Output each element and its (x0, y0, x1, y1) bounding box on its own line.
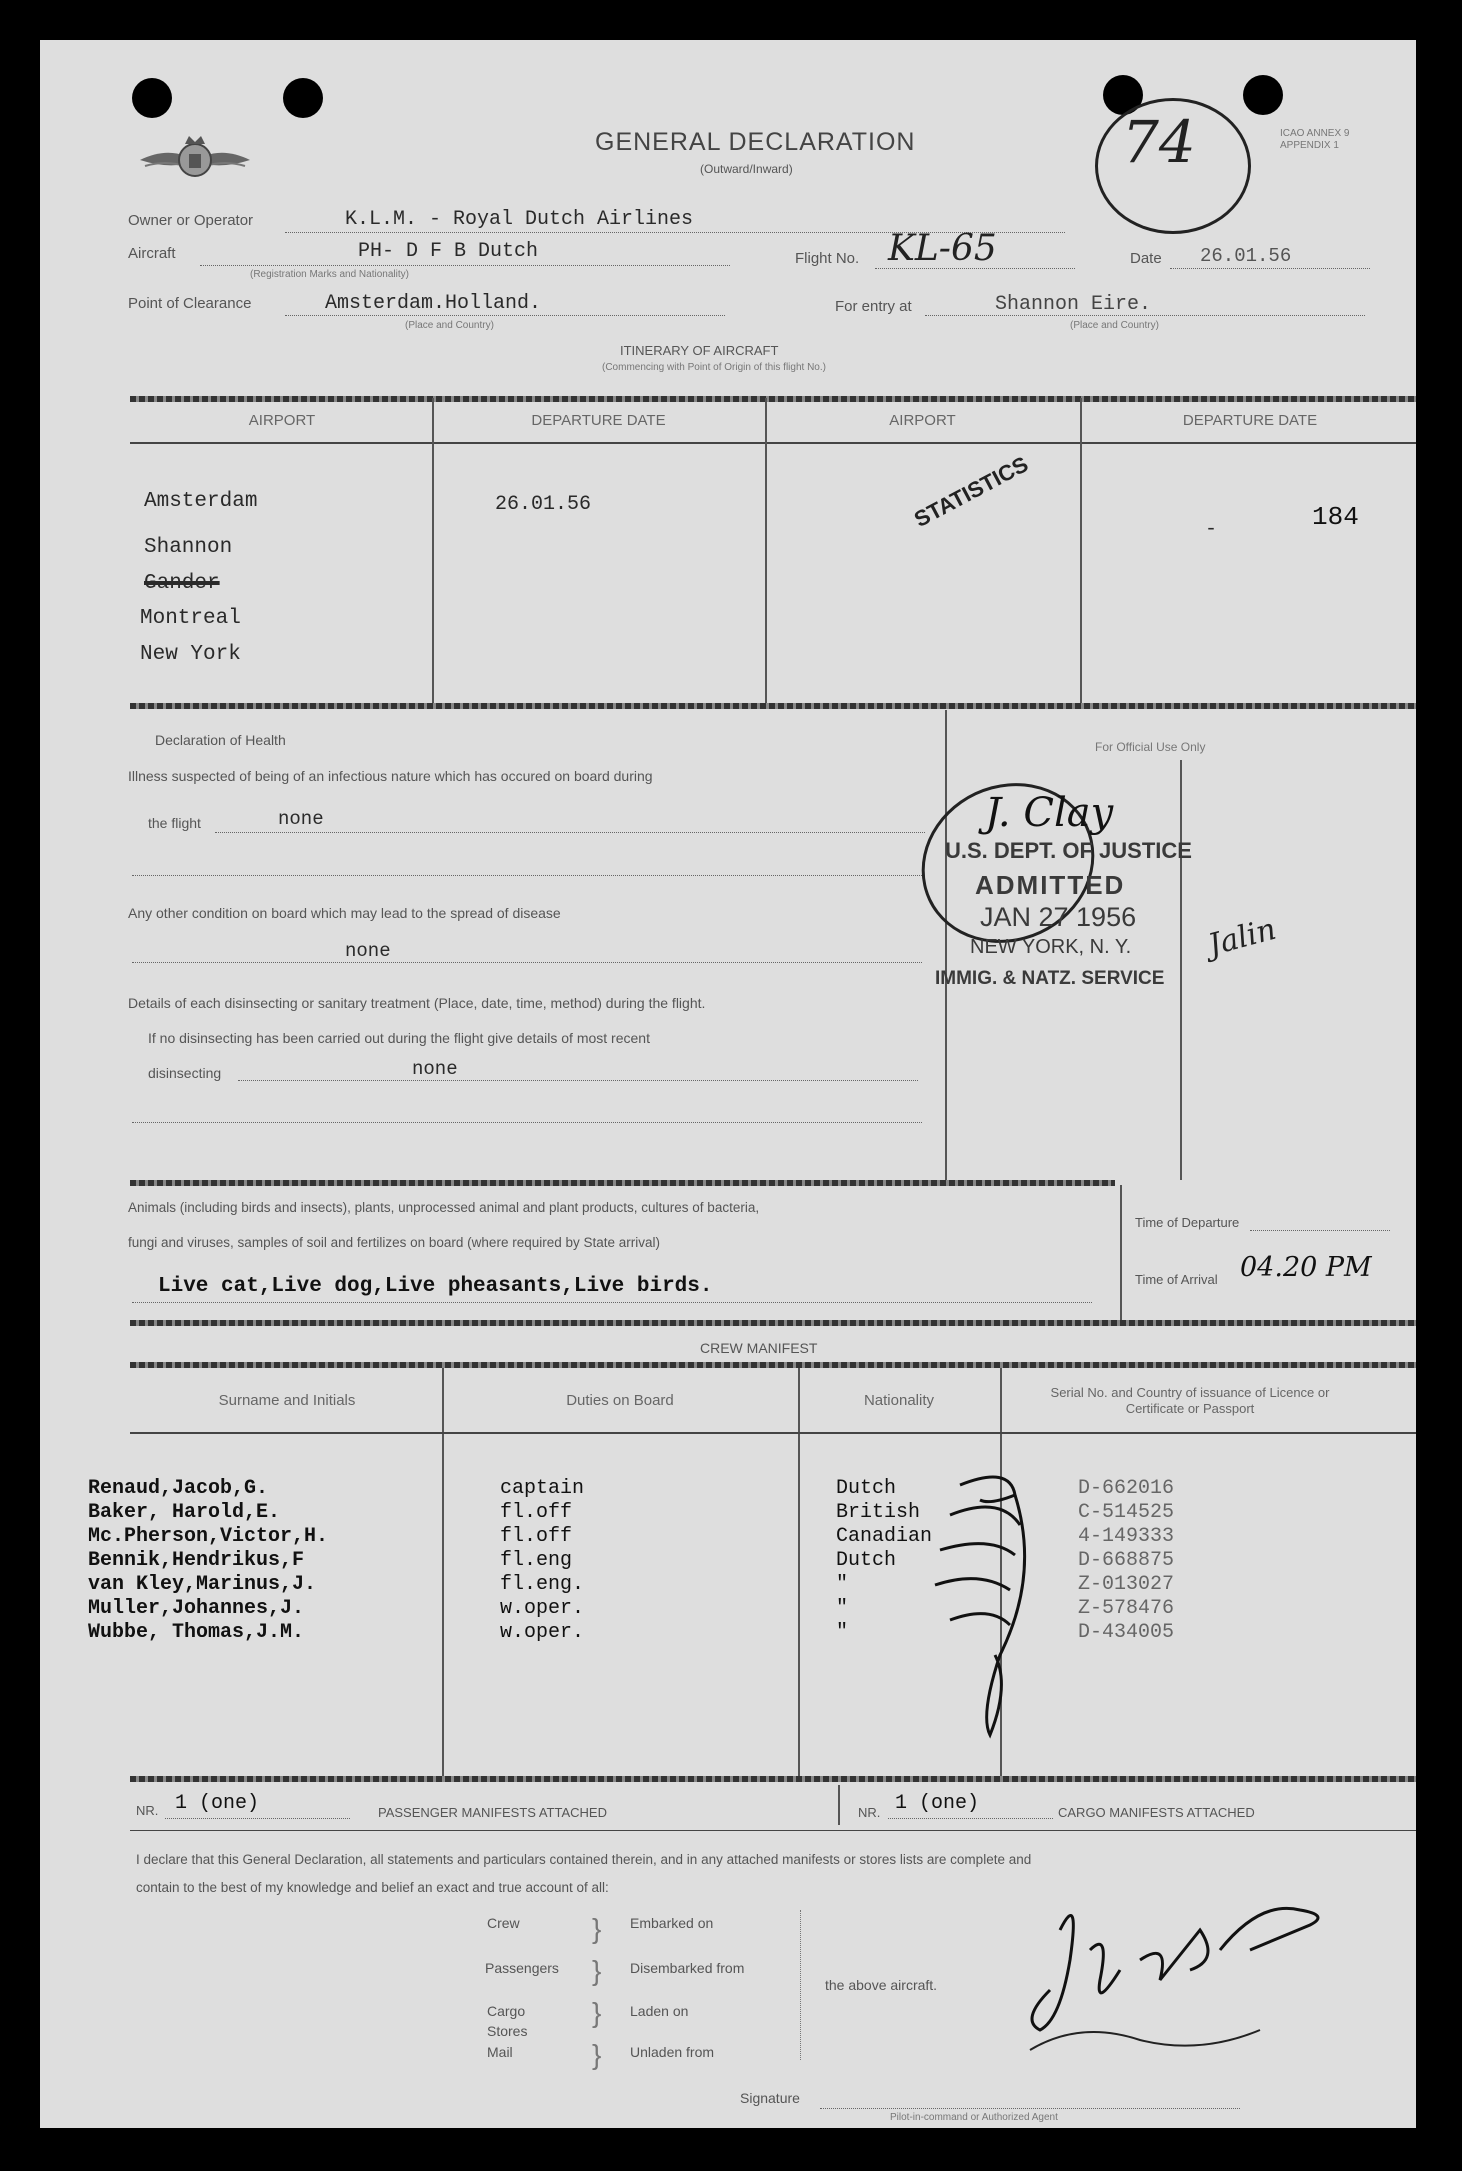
crew-duty: w.oper. (500, 1621, 585, 1644)
crew-col-nationality: Nationality (863, 1392, 935, 1409)
health-question-2: Any other condition on board which may lead to the spread of disease (128, 905, 561, 921)
arrival-time-value: 04.20 PM (1240, 1252, 1372, 1283)
crew-duty: fl.off (500, 1501, 573, 1524)
punch-hole (283, 78, 323, 118)
health-q3-lead: disinsecting (148, 1065, 222, 1081)
entry-hint: (Place and Country) (1070, 320, 1159, 331)
owner-value: K.L.M. - Royal Dutch Airlines (345, 208, 694, 231)
health-title: Declaration of Health (155, 732, 286, 748)
cargo-nr-label: NR. (858, 1805, 881, 1820)
crew-serial: Z-013027 (1078, 1573, 1175, 1596)
crew-col-duties: Duties on Board (566, 1392, 674, 1409)
punch-hole (132, 78, 172, 118)
crew-col-name: Surname and Initials (218, 1392, 356, 1409)
declare-mail: Mail (487, 2044, 513, 2060)
declare-embarked: Embarked on (630, 1915, 714, 1931)
clearance-hint: (Place and Country) (405, 320, 494, 331)
crew-row (88, 1573, 1388, 1597)
stamp-city: NEW YORK, N. Y. (970, 936, 1132, 958)
crew-name: Muller,Johannes,J. (88, 1597, 305, 1620)
flight-label: Flight No. (795, 250, 860, 267)
stamp-admitted: ADMITTED (975, 870, 1126, 900)
crew-name: Mc.Pherson,Victor,H. (88, 1525, 329, 1548)
handwritten-number: 74 (1122, 108, 1196, 176)
signature-label: Signature (740, 2090, 800, 2106)
itinerary-number: 184 (1312, 502, 1359, 532)
crew-nationality: Dutch (836, 1477, 897, 1500)
stamp-dept: U.S. DEPT. OF JUSTICE (945, 838, 1192, 863)
departure-time-label: Time of Departure (1135, 1215, 1240, 1230)
health-question-1: Illness suspected of being of an infectious nature which has occured on board during (128, 768, 653, 784)
itinerary-col-airport: AIRPORT (248, 412, 316, 429)
crew-row (88, 1621, 1388, 1645)
clearance-label: Point of Clearance (128, 295, 252, 312)
aircraft-value: PH- D F B Dutch (358, 240, 539, 263)
crew-duty: captain (500, 1477, 585, 1500)
klm-wings-logo-icon (135, 130, 255, 190)
official-use-label: For Official Use Only (1095, 740, 1206, 754)
itinerary-note: (Commencing with Point of Origin of this flight No.) (602, 362, 826, 373)
pax-manifest-label: PASSENGER MANIFESTS ATTACHED (378, 1805, 607, 1820)
declare-unladen: Unladen from (630, 2044, 715, 2060)
date-label: Date (1130, 250, 1162, 267)
entry-label: For entry at (835, 298, 912, 315)
clearance-value: Amsterdam.Holland. (325, 292, 542, 315)
crew-name: Baker, Harold,E. (88, 1501, 281, 1524)
crew-serial: Z-578476 (1078, 1597, 1175, 1620)
crew-col-serial: Serial No. and Country of issuance of Licence or Certificate or Passport (1050, 1385, 1330, 1416)
crew-serial: 4-149333 (1078, 1525, 1175, 1548)
crew-row (88, 1525, 1388, 1549)
itinerary-col-airport-2: AIRPORT (889, 412, 956, 429)
crew-row (88, 1477, 1388, 1501)
stamp-initials: J. Clay (985, 790, 1114, 836)
crew-serial: D-668875 (1078, 1549, 1175, 1572)
crew-nationality: British (836, 1501, 921, 1524)
crew-serial: D-662016 (1078, 1477, 1175, 1500)
declare-laden: Laden on (630, 2003, 689, 2019)
declaration-text-2: contain to the best of my knowledge and belief an exact and true account of all: (136, 1880, 609, 1895)
above-aircraft-label: the above aircraft. (825, 1977, 938, 1993)
crew-name: Wubbe, Thomas,J.M. (88, 1621, 305, 1644)
itinerary-title: ITINERARY OF AIRCRAFT (620, 343, 779, 358)
itinerary-departure-date: 26.01.56 (495, 493, 592, 516)
crew-serial: D-434005 (1078, 1621, 1175, 1644)
crew-row (88, 1501, 1388, 1525)
arrival-time-label: Time of Arrival (1135, 1272, 1218, 1287)
itinerary-dash: - (1205, 518, 1218, 541)
declare-stores: Stores (487, 2023, 528, 2039)
punch-hole (1243, 75, 1283, 115)
crew-nationality: Dutch (836, 1549, 897, 1572)
aircraft-hint: (Registration Marks and Nationality) (250, 269, 409, 280)
form-title: GENERAL DECLARATION (595, 128, 916, 156)
declaration-form (40, 40, 1416, 2128)
declaration-text-1: I declare that this General Declaration, all statements and particulars contained therein, and in any attached manifests or stores lists are complete and (136, 1852, 1032, 1867)
health-q1-lead: the flight (148, 815, 201, 831)
itinerary-airport: Shannon (144, 536, 233, 559)
form-subtitle: (Outward/Inward) (700, 162, 793, 176)
owner-label: Owner or Operator (128, 212, 254, 229)
animals-text-1: Animals (including birds and insects), plants, unprocessed animal and plant products, cultures of bacteria, (128, 1200, 760, 1215)
health-q3-answer: none (412, 1058, 458, 1080)
health-question-3b: If no disinsecting has been carried out during the flight give details of most recent (148, 1030, 650, 1046)
crew-nationality: " (836, 1597, 849, 1620)
crew-duty: fl.eng. (500, 1573, 585, 1596)
declare-crew: Crew (487, 1915, 520, 1931)
pilot-signature (1000, 1870, 1360, 2070)
cargo-manifest-count: 1 (one) (895, 1792, 980, 1815)
aircraft-label: Aircraft (128, 245, 176, 262)
health-q1-answer: none (278, 808, 324, 830)
animals-answer: Live cat,Live dog,Live pheasants,Live birds. (158, 1275, 713, 1298)
itinerary-airport: Montreal (140, 607, 241, 630)
crew-name: Bennik,Hendrikus,F (88, 1549, 305, 1572)
itinerary-airport: Amsterdam (144, 490, 258, 513)
itinerary-col-departure: DEPARTURE DATE (531, 412, 666, 429)
crew-duty: fl.off (500, 1525, 573, 1548)
crew-name: van Kley,Marinus,J. (88, 1573, 317, 1596)
crew-row (88, 1549, 1388, 1573)
declare-passengers: Passengers (485, 1960, 559, 1976)
stamp-date: JAN 27 1956 (980, 902, 1137, 932)
itinerary-airport-struck: Gander (144, 572, 220, 595)
crew-nationality: " (836, 1621, 849, 1644)
flight-value: KL-65 (888, 228, 997, 269)
pax-nr-label: NR. (136, 1803, 159, 1818)
crew-row (88, 1597, 1388, 1621)
crew-nationality: " (836, 1573, 849, 1596)
date-value: 26.01.56 (1200, 245, 1292, 267)
crew-name: Renaud,Jacob,G. (88, 1477, 269, 1500)
stamp-service: IMMIG. & NATZ. SERVICE (935, 968, 1165, 989)
crew-duty: w.oper. (500, 1597, 585, 1620)
crew-serial: C-514525 (1078, 1501, 1175, 1524)
handwritten-marks (920, 1455, 1080, 1755)
animals-text-2: fungi and viruses, samples of soil and fertilizes on board (where required by State arrival) (128, 1235, 661, 1250)
stamp-side-note: Jalin (1204, 911, 1280, 964)
corner-mark: ICAO ANNEX 9 APPENDIX 1 (1280, 128, 1350, 151)
signature-hint: Pilot-in-command or Authorized Agent (890, 2112, 1058, 2123)
declare-cargo: Cargo (487, 2003, 526, 2019)
health-question-3: Details of each disinsecting or sanitary treatment (Place, date, time, method) during the flight. (128, 995, 706, 1011)
itinerary-col-departure-2: DEPARTURE DATE (1182, 412, 1318, 429)
brace-icon: } } } } (592, 1913, 602, 2070)
crew-duty: fl.eng (500, 1549, 573, 1572)
cargo-manifest-label: CARGO MANIFESTS ATTACHED (1058, 1805, 1255, 1820)
declare-disembarked: Disembarked from (630, 1960, 745, 1976)
entry-value: Shannon Eire. (995, 293, 1152, 316)
itinerary-airport: New York (140, 643, 241, 666)
statistics-stamp: STATISTICS (910, 451, 1033, 533)
crew-nationality: Canadian (836, 1525, 933, 1548)
pax-manifest-count: 1 (one) (175, 1792, 260, 1815)
bracket-line (800, 1910, 813, 2060)
crew-title: CREW MANIFEST (700, 1340, 818, 1356)
health-q2-answer: none (345, 940, 391, 962)
